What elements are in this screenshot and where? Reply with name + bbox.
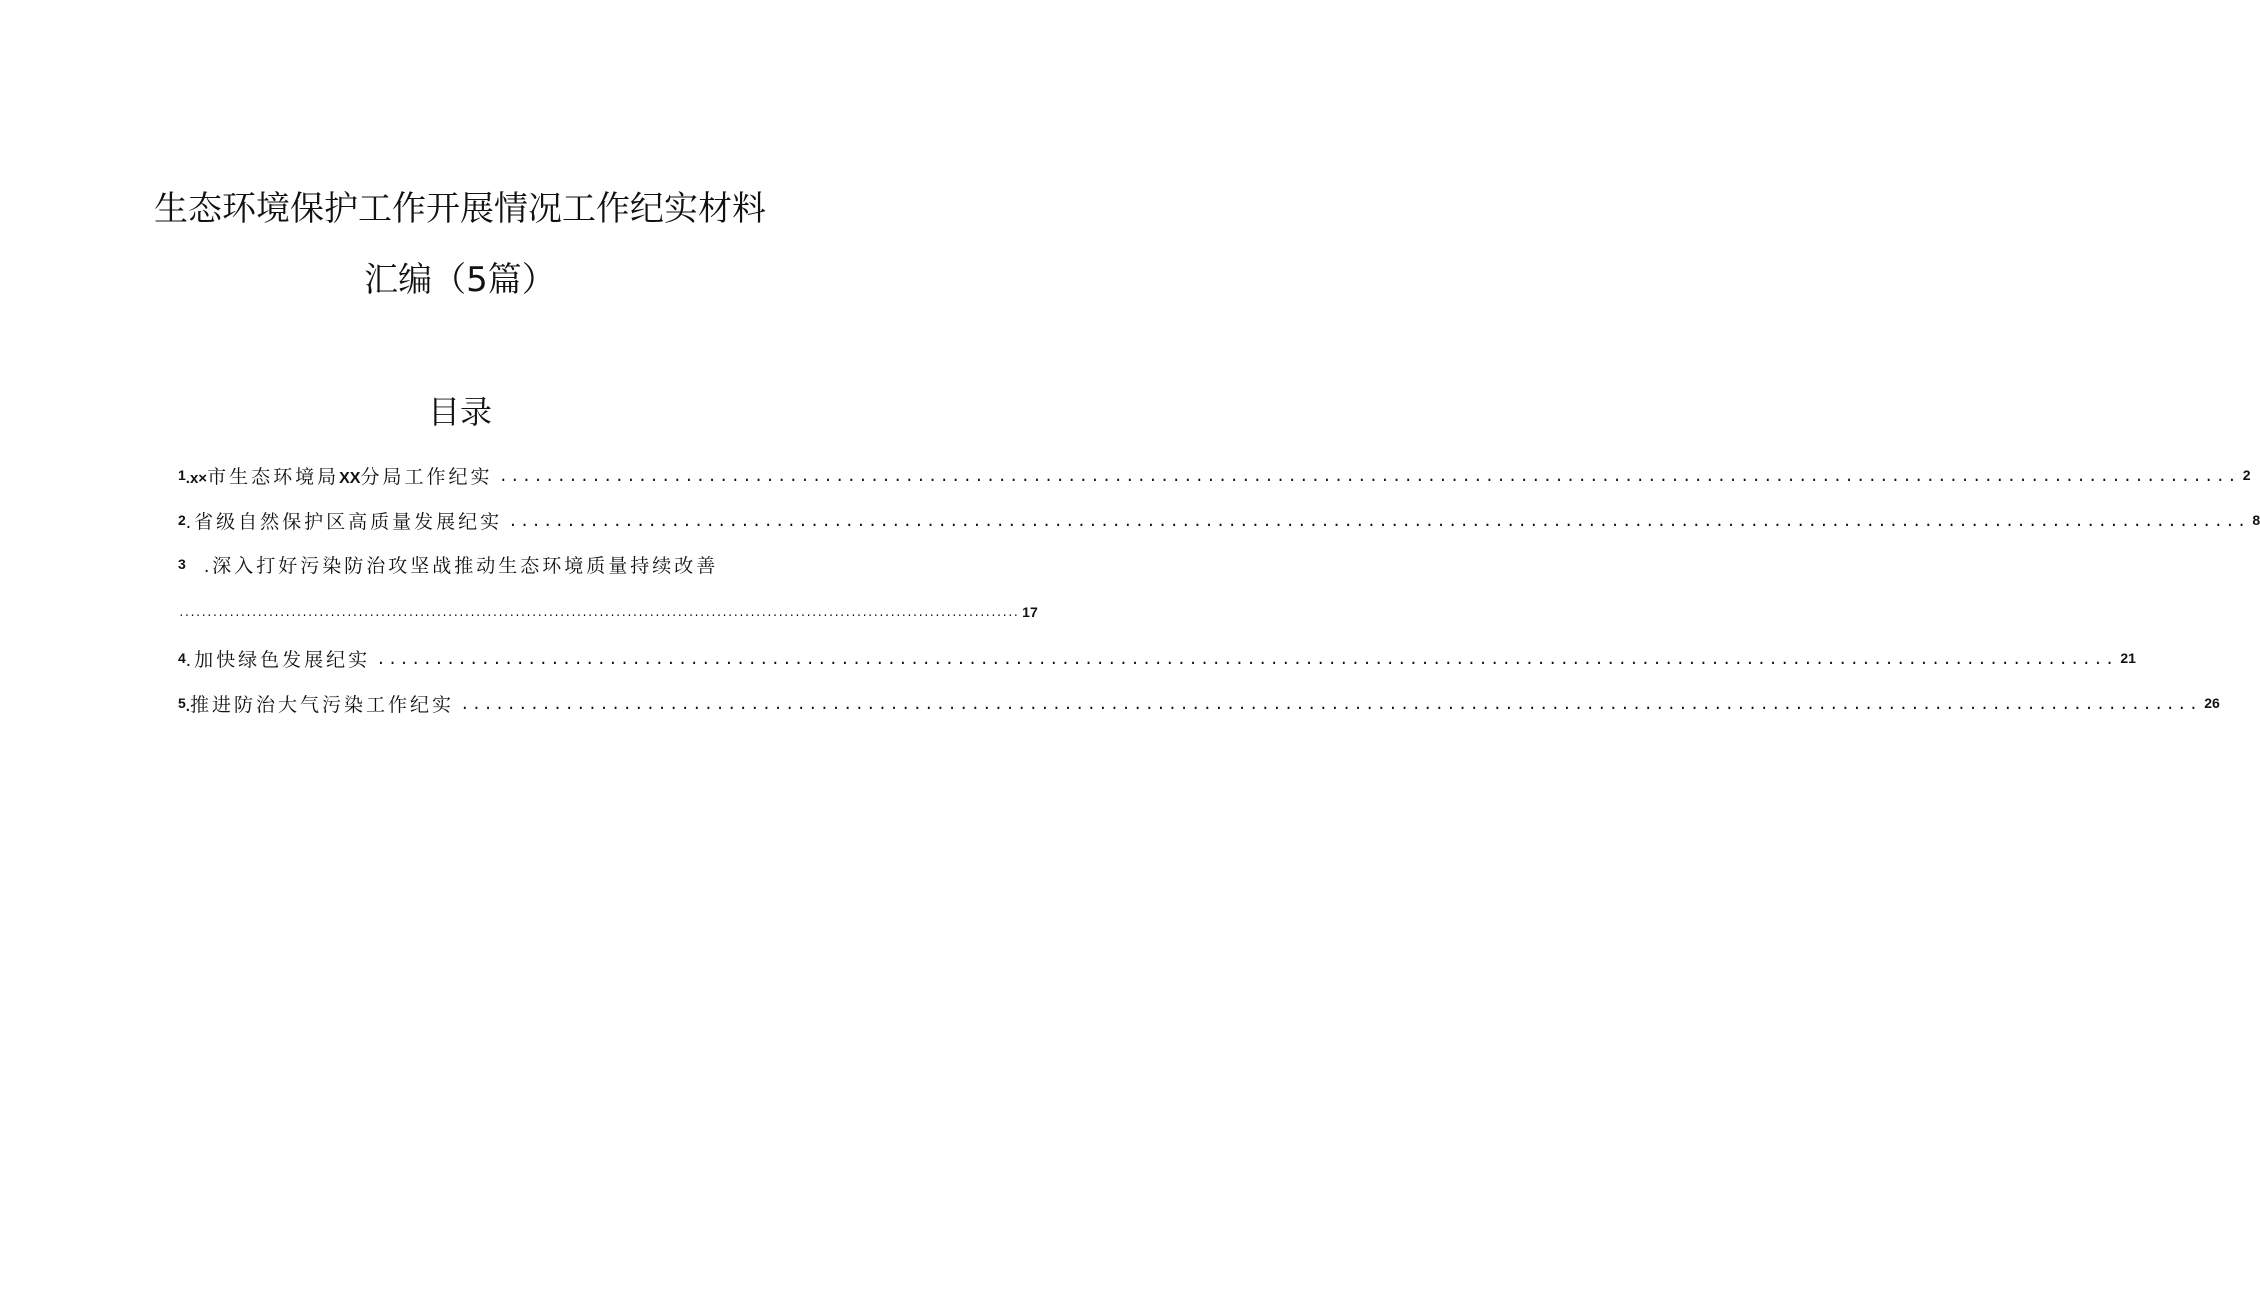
toc-item-page: 2: [2242, 467, 2251, 483]
toc-item-text-2: 分局工作纪实: [360, 465, 493, 488]
toc-item-text: 省级自然保护区高质量发展纪实: [194, 510, 503, 533]
toc-item-title: [186, 507, 502, 534]
toc-item-number: 2: [178, 512, 186, 528]
toc-item-text: 深入打好污染防治攻坚战推动生态环境质量持续改善: [212, 554, 719, 577]
document-title-line-2: 汇编（5篇）: [364, 260, 556, 300]
toc-item-prefix: .: [185, 649, 195, 671]
toc-item-1[interactable]: [178, 461, 2251, 489]
toc-item-prefix: .: [185, 511, 195, 533]
toc-item-prefix: .x×: [185, 469, 208, 487]
toc-item-title: [186, 462, 493, 489]
toc-dot-leader: ......................................................................................................................................................: [508, 513, 2249, 531]
toc-item-text: 加快绿色发展纪实: [194, 648, 371, 671]
toc-item-number: 5: [178, 695, 186, 711]
toc-item-number: 1: [178, 467, 186, 483]
toc-item-page: 21: [2120, 650, 2136, 666]
toc-item-2[interactable]: [178, 506, 2260, 534]
toc-item-prefix: .: [185, 697, 190, 715]
toc-item-3-continuation[interactable]: [178, 598, 1038, 626]
toc-dot-leader: ......................................................................................................................................................: [178, 607, 1019, 620]
toc-item-page: 8: [2252, 512, 2260, 528]
toc-item-mid: XX: [339, 469, 361, 487]
toc-item-text: 推进防治大气污染工作纪实: [189, 693, 454, 716]
toc-dot-leader: ......................................................................................................................................................: [459, 696, 2201, 714]
toc-dot-leader: ......................................................................................................................................................: [498, 468, 2239, 486]
toc-item-title: [186, 690, 454, 717]
document-title-line-1: 生态环境保护工作开展情况工作纪实材料: [154, 189, 766, 229]
toc-item-3[interactable]: [178, 550, 770, 578]
toc-item-4[interactable]: [178, 644, 2136, 672]
toc-dot-leader: ......................................................................................................................................................: [376, 651, 2117, 669]
toc-item-page: 17: [1022, 604, 1038, 620]
toc-item-prefix: .: [204, 555, 213, 577]
toc-item-title: [186, 645, 370, 672]
toc-heading: 目录: [427, 393, 492, 431]
toc-item-number: 4: [178, 650, 186, 666]
toc-item-number: 3: [178, 556, 186, 572]
toc-item-page: 26: [2204, 695, 2220, 711]
toc-item-text: 市生态环境局: [207, 465, 340, 488]
toc-item-title: [204, 551, 718, 578]
toc-item-5[interactable]: [178, 689, 2220, 717]
